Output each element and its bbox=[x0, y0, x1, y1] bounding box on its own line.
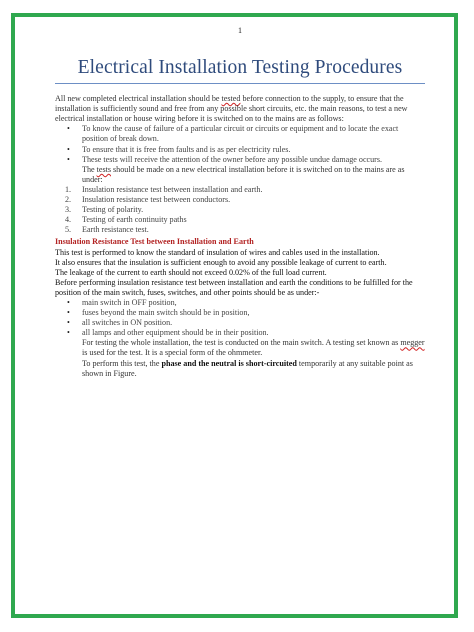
list-text: Insulation resistance test between installation and earth. bbox=[82, 184, 263, 194]
conditions-list bbox=[55, 298, 425, 338]
section-paragraph: The leakage of the current to earth should not exceed 0.02% of the full load current. bbox=[55, 267, 327, 277]
section-paragraph: It also ensures that the insulation is sufficient enough to avoid any possible leakage of current to earth. bbox=[55, 257, 387, 267]
megger-note-end: is used for the test. It is a special form of the ohmmeter. bbox=[82, 348, 263, 358]
bold-phrase: phase and the neutral is short-circuited bbox=[161, 358, 297, 368]
list-item: • To ensure that it is free from faults and is as per electricity rules. bbox=[55, 145, 425, 155]
list-item bbox=[55, 195, 425, 205]
list-number: 3. bbox=[65, 205, 72, 215]
list-text: Testing of polarity. bbox=[82, 205, 144, 215]
intro-paragraph bbox=[55, 94, 425, 124]
list-item: • These tests will receive the attention of the owner before any possible undue damage occurs. bbox=[55, 155, 425, 165]
list-item: • To know the cause of failure of a particular circuit or circuits or equipment and to locate the exact position of break down. bbox=[55, 124, 425, 144]
megger-note bbox=[55, 338, 425, 358]
perform-note-end: temporarily at any suitable point as shown in Figure. bbox=[82, 358, 413, 378]
document-body bbox=[55, 26, 425, 379]
section-paragraph: This test is performed to know the standard of insulation of wires and cables used in the installation. bbox=[55, 247, 380, 257]
page-number: 1 bbox=[238, 26, 242, 35]
perform-note-start: To perform this test, the bbox=[82, 358, 162, 368]
spellcheck-word[interactable]: tested bbox=[221, 94, 241, 104]
page-title: Electrical Installation Testing Procedures bbox=[55, 56, 425, 84]
list-item bbox=[55, 185, 425, 195]
list-item: • fuses beyond the main switch should be in position, bbox=[55, 308, 425, 318]
list-number: 4. bbox=[65, 215, 72, 225]
section-paragraph: Before performing insulation resistance test between installation and earth the conditions to be fulfilled for the position of the main switch, fuses, switches, and other points should be as under:- bbox=[55, 277, 413, 297]
reasons-list bbox=[55, 124, 425, 164]
tests-note bbox=[55, 165, 425, 185]
intro-text-start: All new completed electrical installation should be bbox=[55, 94, 222, 104]
list-number: 1. bbox=[65, 184, 72, 194]
perform-note bbox=[55, 359, 425, 379]
list-item: • main switch in OFF position, bbox=[55, 298, 425, 308]
list-text: Testing of earth continuity paths bbox=[82, 215, 187, 225]
tests-list bbox=[55, 185, 425, 235]
list-number: 2. bbox=[65, 195, 72, 205]
tests-note-start: The bbox=[82, 164, 97, 174]
list-item: • all switches in ON position. bbox=[55, 318, 425, 328]
list-text: Earth resistance test. bbox=[82, 225, 149, 235]
intro-text-end: before connection to the supply, to ensure that the installation is sufficiently sound and free from any possible short circuits, etc. the main reasons, to test a new electrical installation or house wiring before it is switched on to the mains are as follows: bbox=[55, 94, 408, 124]
list-number: 5. bbox=[65, 225, 72, 235]
list-item bbox=[55, 225, 425, 235]
list-text: Insulation resistance test between conductors. bbox=[82, 195, 231, 205]
list-item bbox=[55, 215, 425, 225]
spellcheck-word[interactable]: megger bbox=[400, 338, 425, 348]
list-item bbox=[55, 205, 425, 215]
spellcheck-word[interactable]: tests bbox=[96, 164, 111, 174]
tests-note-end: should be made on a new electrical installation before it is switched on to the mains are as under: bbox=[82, 164, 405, 184]
megger-note-start: For testing the whole installation, the test is conducted on the main switch. A testing set known as bbox=[82, 338, 401, 348]
list-item: • all lamps and other equipment should be in their position. bbox=[55, 328, 425, 338]
section-heading: Insulation Resistance Test between Installation and Earth bbox=[55, 237, 254, 247]
